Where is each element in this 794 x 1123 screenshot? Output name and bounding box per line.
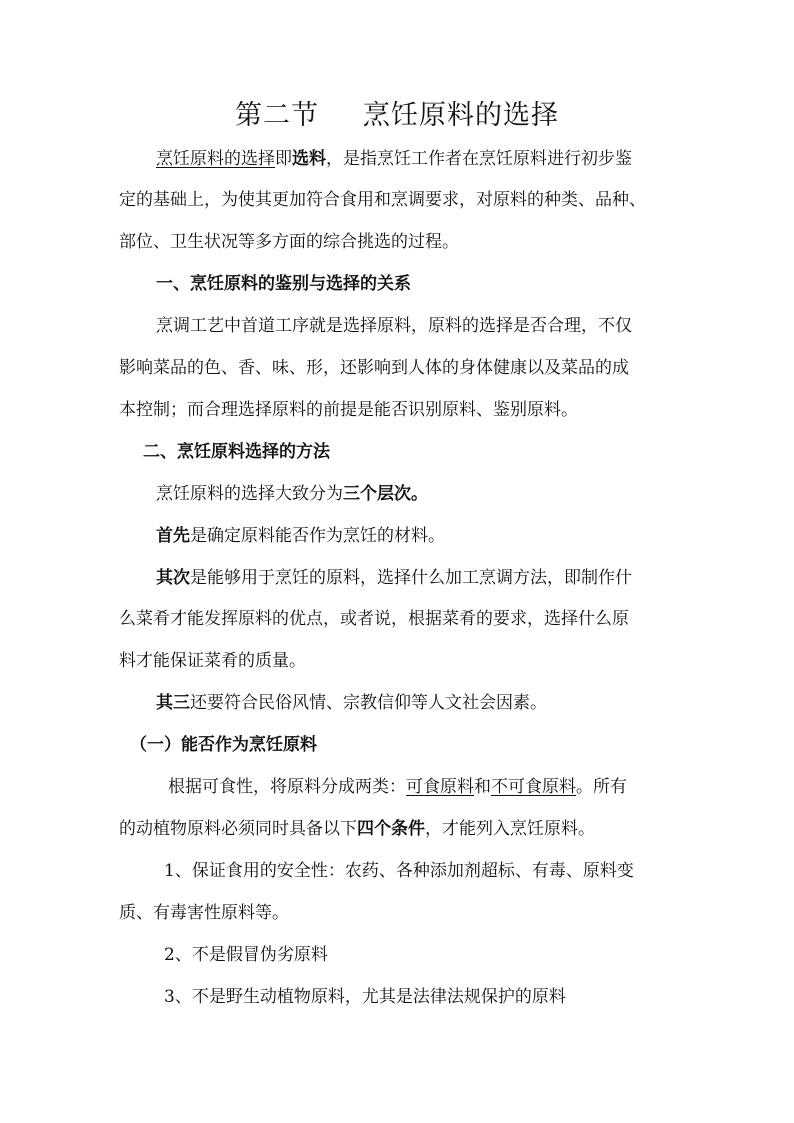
page-title (0, 96, 794, 136)
inedible-materials: 不可食原料 (491, 777, 576, 797)
four-conditions: 四个条件 (357, 819, 425, 839)
intro-bold-term: 选料 (292, 149, 326, 169)
title-text: 烹饪原料的选择 (363, 100, 559, 131)
section-1-line-2: 影响菜品的色、香、味、形，还影响到人体的身体健康以及菜品的成 (119, 358, 629, 378)
condition-3: 3、不是野生动植物原料，尤其是法律法规保护的原料 (164, 987, 566, 1007)
subsection-1-heading: （一）能否作为烹饪原料 (130, 735, 317, 755)
edible-materials: 可食原料 (406, 777, 474, 797)
level-third: 其三还要符合民俗风情、宗教信仰等人文社会因素。 (156, 693, 547, 713)
condition-2: 2、不是假冒伪劣原料 (164, 945, 328, 965)
condition-1-line-2: 质、有毒害性原料等。 (119, 903, 289, 923)
intro-line-1: 烹饪原料的选择即选料，是指烹饪工作者在烹饪原料进行初步鉴 (156, 149, 632, 169)
intro-line-3: 部位、卫生状况等多方面的综合挑选的过程。 (119, 232, 459, 252)
intro-term: 烹饪原料的选择 (156, 149, 275, 169)
section-2-heading: 二、烹饪原料选择的方法 (143, 442, 330, 462)
title-section-number: 第二节 (235, 100, 319, 131)
level-second-line-3: 料才能保证菜肴的质量。 (119, 651, 306, 671)
condition-1-line-1: 1、保证食用的安全性：农药、各种添加剂超标、有毒、原料变 (164, 861, 634, 881)
intro-line-2: 定的基础上，为使其更加符合食用和烹调要求，对原料的种类、品种、 (119, 190, 646, 210)
section-1-heading: 一、烹饪原料的鉴别与选择的关系 (156, 274, 411, 294)
subsection-1-line-2: 的动植物原料必须同时具备以下四个条件，才能列入烹饪原料。 (119, 819, 595, 839)
section-2-intro: 烹饪原料的选择大致分为三个层次。 (156, 484, 428, 504)
section-1-line-3: 本控制；而合理选择原料的前提是能否识别原料、鉴别原料。 (119, 400, 578, 420)
level-second-line-2: 么菜肴才能发挥原料的优点，或者说，根据菜肴的要求，选择什么原 (119, 609, 629, 629)
subsection-1-line-1: 根据可食性，将原料分成两类：可食原料和不可食原料。所有 (168, 777, 627, 797)
level-first: 首先是确定原料能否作为烹饪的材料。 (156, 526, 445, 546)
level-second-line-1: 其次是能够用于烹饪的原料，选择什么加工烹调方法，即制作什 (156, 568, 632, 588)
three-levels: 三个层次。 (343, 484, 428, 504)
section-1-line-1: 烹调工艺中首道工序就是选择原料，原料的选择是否合理，不仅 (156, 316, 632, 336)
